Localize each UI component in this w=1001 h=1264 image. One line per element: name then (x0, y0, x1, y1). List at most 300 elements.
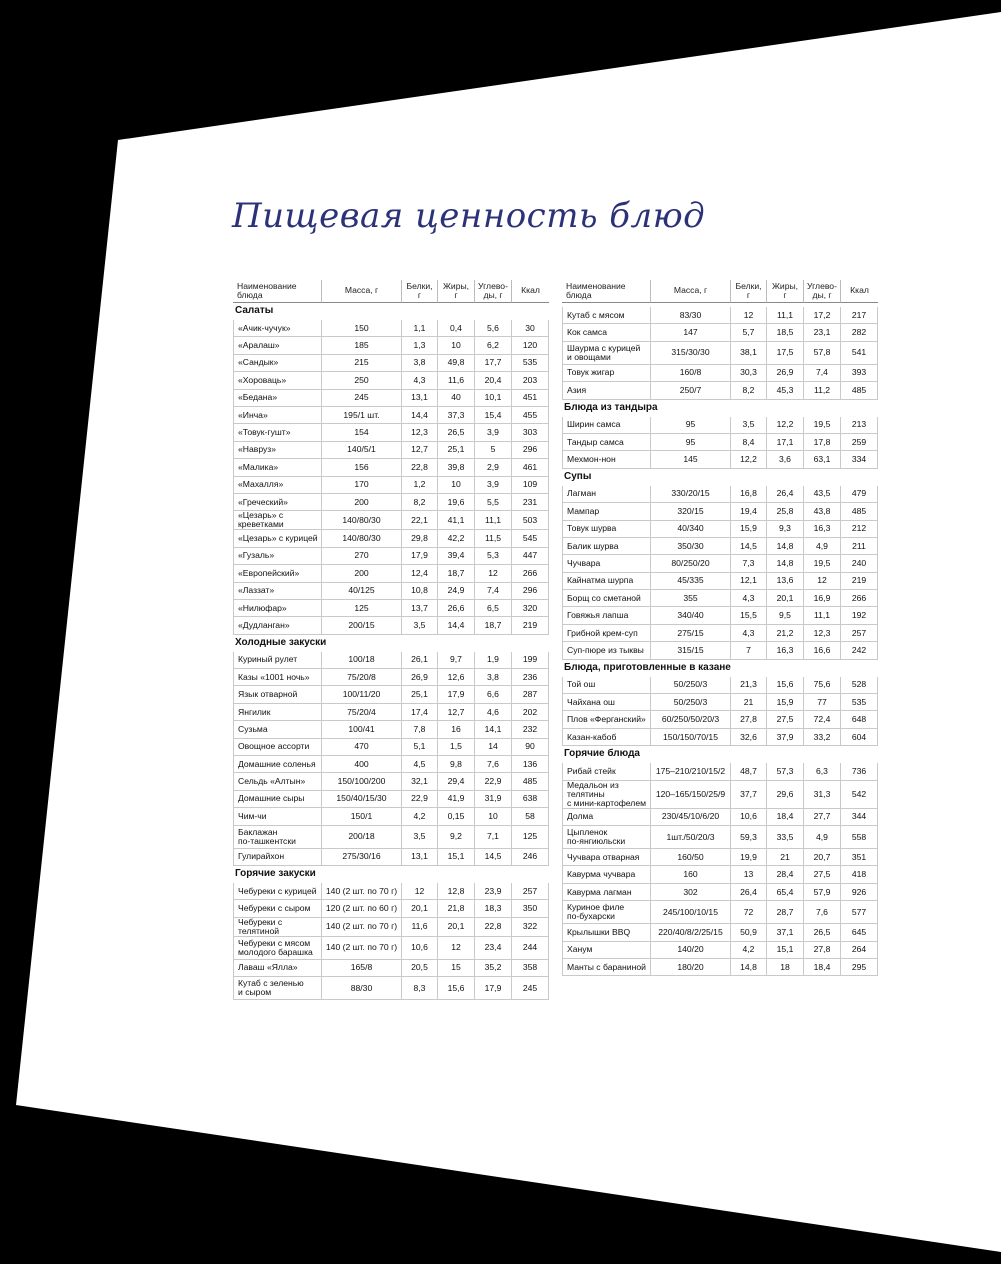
cell-mass: 245 (321, 390, 401, 407)
cell-mass: 200/15 (321, 617, 401, 634)
cell-kcal: 217 (840, 307, 878, 324)
cell-mass: 40/340 (650, 521, 730, 538)
cell-dish-name: Шаурма с курицей и овощами (562, 342, 650, 365)
table-row (562, 809, 878, 826)
cell-mass: 125 (321, 600, 401, 617)
cell-protein: 8,2 (730, 382, 766, 399)
cell-kcal: 203 (511, 372, 549, 389)
table-row (233, 565, 549, 582)
cell-protein: 10,6 (401, 937, 437, 960)
cell-kcal: 451 (511, 390, 549, 407)
cell-mass: 330/20/15 (650, 486, 730, 503)
cell-dish-name: Кок самса (562, 324, 650, 341)
table-row (233, 442, 549, 459)
cell-mass: 250/7 (650, 382, 730, 399)
cell-carbs: 19,5 (803, 417, 840, 434)
cell-carbs: 11,1 (474, 511, 511, 530)
table-row (562, 573, 878, 590)
cell-carbs: 17,9 (474, 977, 511, 1000)
table-row (562, 642, 878, 659)
cell-kcal: 638 (511, 791, 549, 808)
table-row (562, 486, 878, 503)
cell-kcal: 257 (511, 883, 549, 900)
cell-dish-name: Лаваш «Ялла» (233, 960, 321, 977)
cell-carbs: 5,5 (474, 494, 511, 511)
cell-kcal: 192 (840, 607, 878, 624)
cell-carbs: 20,7 (803, 849, 840, 866)
cell-protein: 10,6 (730, 809, 766, 826)
cell-carbs: 22,9 (474, 773, 511, 790)
cell-dish-name: Казы «1001 ночь» (233, 669, 321, 686)
table-row (233, 669, 549, 686)
cell-kcal: 503 (511, 511, 549, 530)
cell-kcal: 577 (840, 901, 878, 924)
cell-fat: 15,1 (437, 849, 474, 866)
cell-protein: 7 (730, 642, 766, 659)
cell-protein: 48,7 (730, 763, 766, 780)
cell-fat: 39,4 (437, 548, 474, 565)
table-row (233, 900, 549, 917)
cell-carbs: 18,7 (474, 617, 511, 634)
cell-dish-name: Лагман (562, 486, 650, 503)
cell-mass: 140 (2 шт. по 70 г) (321, 883, 401, 900)
table-row (562, 942, 878, 959)
cell-dish-name: Борщ со сметаной (562, 590, 650, 607)
cell-mass: 45/335 (650, 573, 730, 590)
cell-mass: 75/20/4 (321, 704, 401, 721)
cell-protein: 32,6 (730, 729, 766, 746)
cell-protein: 8,2 (401, 494, 437, 511)
cell-protein: 72 (730, 901, 766, 924)
cell-carbs: 57,8 (803, 342, 840, 365)
cell-protein: 14,8 (730, 959, 766, 976)
table-row (233, 530, 549, 547)
cell-kcal: 542 (840, 781, 878, 809)
cell-carbs: 35,2 (474, 960, 511, 977)
cell-mass: 245/100/10/15 (650, 901, 730, 924)
cell-dish-name: Чучвара (562, 555, 650, 572)
cell-carbs: 22,8 (474, 918, 511, 937)
cell-dish-name: Язык отварной (233, 686, 321, 703)
cell-dish-name: Долма (562, 809, 650, 826)
cell-mass: 230/45/10/6/20 (650, 809, 730, 826)
cell-dish-name: «Европейский» (233, 565, 321, 582)
table-row (233, 883, 549, 900)
cell-carbs: 33,2 (803, 729, 840, 746)
cell-protein: 32,1 (401, 773, 437, 790)
cell-protein: 15,9 (730, 521, 766, 538)
section-title: Блюда, приготовленные в казане (564, 661, 731, 673)
cell-kcal: 393 (840, 365, 878, 382)
cell-mass: 100/18 (321, 652, 401, 669)
cell-kcal: 648 (840, 711, 878, 728)
table-row (562, 382, 878, 399)
table-row (562, 521, 878, 538)
cell-dish-name: Чебуреки с мясом молодого барашка (233, 937, 321, 960)
section-heading (562, 469, 878, 486)
cell-carbs: 4,9 (803, 826, 840, 849)
cell-kcal: 528 (840, 677, 878, 694)
cell-kcal: 266 (511, 565, 549, 582)
cell-protein: 59,3 (730, 826, 766, 849)
cell-dish-name: Кайнатма шурпа (562, 573, 650, 590)
table-row (233, 407, 549, 424)
cell-mass: 275/15 (650, 625, 730, 642)
cell-protein: 26,4 (730, 884, 766, 901)
cell-dish-name: Манты с бараниной (562, 959, 650, 976)
cell-carbs: 23,4 (474, 937, 511, 960)
table-row (233, 424, 549, 441)
table-row (233, 791, 549, 808)
table-row (562, 451, 878, 468)
table-row (233, 600, 549, 617)
cell-carbs: 27,5 (803, 866, 840, 883)
cell-kcal: 535 (840, 694, 878, 711)
table-row (562, 625, 878, 642)
cell-fat: 28,7 (766, 901, 803, 924)
cell-kcal: 264 (840, 942, 878, 959)
cell-kcal: 296 (511, 583, 549, 600)
cell-protein: 14,4 (401, 407, 437, 424)
cell-dish-name: Мехмон-нон (562, 451, 650, 468)
cell-mass: 100/11/20 (321, 686, 401, 703)
cell-carbs: 72,4 (803, 711, 840, 728)
cell-dish-name: «Хороваць» (233, 372, 321, 389)
table-row (233, 849, 549, 866)
cell-protein: 13,1 (401, 390, 437, 407)
cell-fat: 21,2 (766, 625, 803, 642)
cell-carbs: 12 (803, 573, 840, 590)
cell-protein: 20,1 (401, 900, 437, 917)
cell-fat: 49,8 (437, 355, 474, 372)
cell-dish-name: «Ачик-чучук» (233, 320, 321, 337)
cell-fat: 12,7 (437, 704, 474, 721)
cell-mass: 250 (321, 372, 401, 389)
cell-kcal: 211 (840, 538, 878, 555)
table-row (233, 652, 549, 669)
cell-dish-name: «Навруз» (233, 442, 321, 459)
table-row (562, 434, 878, 451)
cell-carbs: 43,5 (803, 486, 840, 503)
cell-mass: 50/250/3 (650, 694, 730, 711)
table-row (233, 494, 549, 511)
cell-protein: 13,1 (401, 849, 437, 866)
cell-protein: 38,1 (730, 342, 766, 365)
cell-fat: 26,5 (437, 424, 474, 441)
cell-protein: 37,7 (730, 781, 766, 809)
table-row (233, 977, 549, 1000)
cell-kcal: 303 (511, 424, 549, 441)
cell-protein: 12,7 (401, 442, 437, 459)
table-header (562, 280, 878, 303)
cell-protein: 4,2 (730, 942, 766, 959)
cell-fat: 9,5 (766, 607, 803, 624)
cell-carbs: 6,6 (474, 686, 511, 703)
cell-dish-name: Суп-пюре из тыквы (562, 642, 650, 659)
cell-dish-name: Плов «Ферганский» (562, 711, 650, 728)
cell-carbs: 11,1 (803, 607, 840, 624)
cell-mass: 350/30 (650, 538, 730, 555)
cell-dish-name: «Махалля» (233, 477, 321, 494)
cell-fat: 10 (437, 337, 474, 354)
cell-fat: 20,1 (437, 918, 474, 937)
cell-mass: 1шт./50/20/3 (650, 826, 730, 849)
table-row (562, 866, 878, 883)
cell-protein: 3,5 (401, 617, 437, 634)
cell-protein: 22,8 (401, 459, 437, 476)
cell-dish-name: «Малика» (233, 459, 321, 476)
cell-mass: 220/40/8/2/25/15 (650, 924, 730, 941)
cell-kcal: 295 (840, 959, 878, 976)
cell-protein: 7,3 (730, 555, 766, 572)
cell-kcal: 125 (511, 826, 549, 849)
cell-carbs: 5,3 (474, 548, 511, 565)
cell-kcal: 350 (511, 900, 549, 917)
cell-mass: 140 (2 шт. по 70 г) (321, 937, 401, 960)
cell-dish-name: Азия (562, 382, 650, 399)
cell-fat: 29,6 (766, 781, 803, 809)
cell-dish-name: Грибной крем-суп (562, 625, 650, 642)
cell-dish-name: Сузьма (233, 721, 321, 738)
cell-carbs: 10,1 (474, 390, 511, 407)
cell-dish-name: «Дудланган» (233, 617, 321, 634)
section-heading (233, 866, 549, 883)
cell-fat: 14,4 (437, 617, 474, 634)
cell-kcal: 266 (840, 590, 878, 607)
cell-dish-name: Товук шурва (562, 521, 650, 538)
cell-carbs: 16,6 (803, 642, 840, 659)
cell-protein: 21 (730, 694, 766, 711)
table-row (233, 739, 549, 756)
cell-fat: 12,6 (437, 669, 474, 686)
cell-dish-name: Товук жигар (562, 365, 650, 382)
table-row (233, 826, 549, 849)
cell-fat: 16,3 (766, 642, 803, 659)
cell-protein: 27,8 (730, 711, 766, 728)
cell-protein: 30,3 (730, 365, 766, 382)
cell-kcal: 246 (511, 849, 549, 866)
cell-mass: 200/18 (321, 826, 401, 849)
cell-mass: 83/30 (650, 307, 730, 324)
cell-kcal: 109 (511, 477, 549, 494)
table-row (233, 918, 549, 937)
cell-protein: 17,9 (401, 548, 437, 565)
cell-dish-name: Той ош (562, 677, 650, 694)
cell-carbs: 31,3 (803, 781, 840, 809)
cell-kcal: 334 (840, 451, 878, 468)
cell-mass: 470 (321, 739, 401, 756)
cell-kcal: 535 (511, 355, 549, 372)
cell-kcal: 257 (840, 625, 878, 642)
cell-fat: 1,5 (437, 739, 474, 756)
cell-mass: 80/250/20 (650, 555, 730, 572)
cell-mass: 120 (2 шт. по 60 г) (321, 900, 401, 917)
cell-protein: 22,9 (401, 791, 437, 808)
cell-dish-name: Чебуреки с курицей (233, 883, 321, 900)
cell-protein: 12 (730, 307, 766, 324)
cell-carbs: 27,7 (803, 809, 840, 826)
cell-mass: 156 (321, 459, 401, 476)
cell-fat: 11,1 (766, 307, 803, 324)
cell-dish-name: Балик шурва (562, 538, 650, 555)
cell-carbs: 7,6 (474, 756, 511, 773)
cell-carbs: 3,8 (474, 669, 511, 686)
table-row (562, 694, 878, 711)
table-row (562, 826, 878, 849)
cell-dish-name: Овощное ассорти (233, 739, 321, 756)
cell-carbs: 14,5 (474, 849, 511, 866)
cell-mass: 180/20 (650, 959, 730, 976)
cell-carbs: 7,4 (803, 365, 840, 382)
cell-protein: 5,7 (730, 324, 766, 341)
cell-mass: 275/30/16 (321, 849, 401, 866)
cell-protein: 10,8 (401, 583, 437, 600)
cell-fat: 26,4 (766, 486, 803, 503)
cell-kcal: 736 (840, 763, 878, 780)
cell-dish-name: Янгилик (233, 704, 321, 721)
cell-kcal: 485 (840, 503, 878, 520)
cell-protein: 3,8 (401, 355, 437, 372)
cell-kcal: 30 (511, 320, 549, 337)
table-row (562, 417, 878, 434)
cell-mass: 154 (321, 424, 401, 441)
cell-kcal: 541 (840, 342, 878, 365)
cell-carbs: 6,2 (474, 337, 511, 354)
cell-kcal: 219 (840, 573, 878, 590)
cell-dish-name: Чебуреки с сыром (233, 900, 321, 917)
cell-fat: 57,3 (766, 763, 803, 780)
cell-kcal: 231 (511, 494, 549, 511)
cell-carbs: 6,5 (474, 600, 511, 617)
cell-fat: 41,1 (437, 511, 474, 530)
cell-dish-name: Рибай стейк (562, 763, 650, 780)
cell-dish-name: Чайхана ош (562, 694, 650, 711)
cell-dish-name: Ширин самса (562, 417, 650, 434)
cell-carbs: 12,3 (803, 625, 840, 642)
table-row (233, 320, 549, 337)
cell-protein: 15,5 (730, 607, 766, 624)
cell-kcal: 245 (511, 977, 549, 1000)
cell-carbs: 5,6 (474, 320, 511, 337)
cell-dish-name: Чим-чи (233, 808, 321, 825)
cell-kcal: 358 (511, 960, 549, 977)
cell-carbs: 63,1 (803, 451, 840, 468)
cell-protein: 7,8 (401, 721, 437, 738)
page-title: Пищевая ценность блюд (232, 196, 706, 236)
column-header-carbs: Углево- ды, г (803, 280, 840, 303)
cell-carbs: 17,2 (803, 307, 840, 324)
cell-carbs: 75,6 (803, 677, 840, 694)
cell-carbs: 4,9 (803, 538, 840, 555)
cell-mass: 95 (650, 434, 730, 451)
cell-kcal: 461 (511, 459, 549, 476)
cell-fat: 11,6 (437, 372, 474, 389)
cell-mass: 165/8 (321, 960, 401, 977)
cell-protein: 13 (730, 866, 766, 883)
cell-dish-name: Казан-кабоб (562, 729, 650, 746)
cell-fat: 3,6 (766, 451, 803, 468)
table-row (562, 538, 878, 555)
cell-mass: 150/40/15/30 (321, 791, 401, 808)
cell-protein: 12,1 (730, 573, 766, 590)
cell-mass: 160 (650, 866, 730, 883)
cell-protein: 4,3 (730, 590, 766, 607)
cell-protein: 16,8 (730, 486, 766, 503)
cell-dish-name: Домашние соленья (233, 756, 321, 773)
table-row (562, 849, 878, 866)
table-row (233, 617, 549, 634)
cell-dish-name: «Лаззат» (233, 583, 321, 600)
cell-fat: 17,1 (766, 434, 803, 451)
table-row (562, 729, 878, 746)
cell-fat: 24,9 (437, 583, 474, 600)
cell-protein: 11,6 (401, 918, 437, 937)
cell-fat: 17,9 (437, 686, 474, 703)
nutrition-table-right (562, 280, 878, 976)
cell-fat: 27,5 (766, 711, 803, 728)
table-row (233, 337, 549, 354)
cell-carbs: 7,6 (803, 901, 840, 924)
cell-kcal: 240 (840, 555, 878, 572)
cell-fat: 42,2 (437, 530, 474, 547)
cell-fat: 14,8 (766, 555, 803, 572)
table-row (233, 548, 549, 565)
table-row (562, 607, 878, 624)
cell-mass: 88/30 (321, 977, 401, 1000)
cell-mass: 195/1 шт. (321, 407, 401, 424)
cell-dish-name: Мампар (562, 503, 650, 520)
cell-carbs: 11,2 (803, 382, 840, 399)
cell-carbs: 77 (803, 694, 840, 711)
cell-fat: 41,9 (437, 791, 474, 808)
cell-fat: 0,15 (437, 808, 474, 825)
cell-protein: 19,4 (730, 503, 766, 520)
cell-kcal: 282 (840, 324, 878, 341)
cell-kcal: 485 (511, 773, 549, 790)
cell-carbs: 3,9 (474, 424, 511, 441)
cell-kcal: 90 (511, 739, 549, 756)
cell-kcal: 545 (511, 530, 549, 547)
cell-mass: 340/40 (650, 607, 730, 624)
cell-protein: 3,5 (730, 417, 766, 434)
cell-mass: 215 (321, 355, 401, 372)
cell-dish-name: Крылышки BBQ (562, 924, 650, 941)
cell-mass: 75/20/8 (321, 669, 401, 686)
cell-mass: 140 (2 шт. по 70 г) (321, 918, 401, 937)
cell-fat: 33,5 (766, 826, 803, 849)
cell-fat: 15,6 (437, 977, 474, 1000)
cell-protein: 8,3 (401, 977, 437, 1000)
cell-fat: 25,8 (766, 503, 803, 520)
section-title: Блюда из тандыра (564, 401, 658, 413)
cell-carbs: 16,9 (803, 590, 840, 607)
cell-kcal: 136 (511, 756, 549, 773)
section-heading (233, 635, 549, 652)
cell-fat: 13,6 (766, 573, 803, 590)
table-row (233, 372, 549, 389)
cell-mass: 320/15 (650, 503, 730, 520)
cell-protein: 4,5 (401, 756, 437, 773)
table-row (562, 711, 878, 728)
column-header-dish-name: Наименование блюда (562, 280, 650, 303)
cell-kcal: 232 (511, 721, 549, 738)
cell-carbs: 14,1 (474, 721, 511, 738)
cell-fat: 18 (766, 959, 803, 976)
cell-protein: 12 (401, 883, 437, 900)
cell-kcal: 236 (511, 669, 549, 686)
table-row (233, 937, 549, 960)
cell-carbs: 26,5 (803, 924, 840, 941)
